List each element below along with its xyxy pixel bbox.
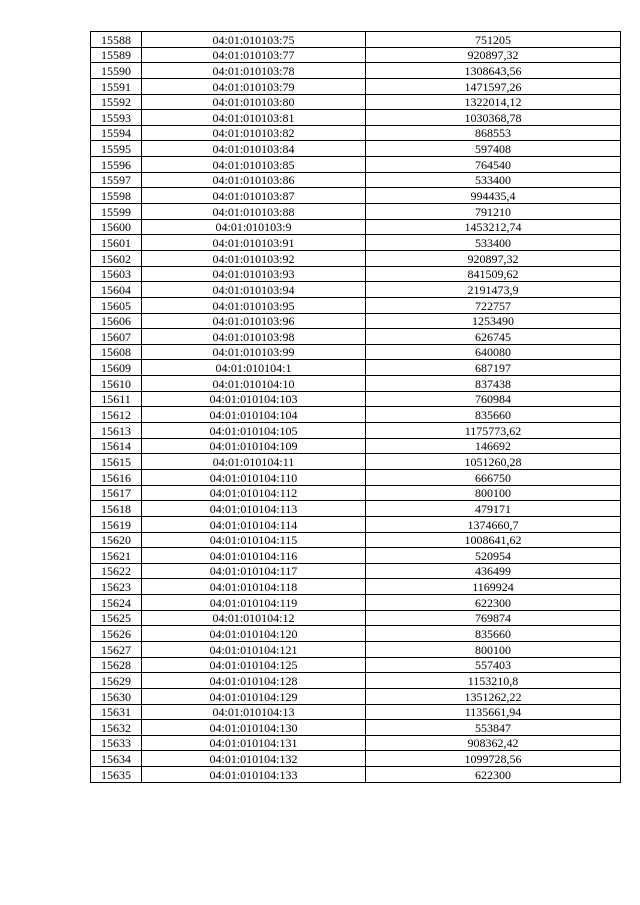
row-number-cell: 15588 [91,32,142,48]
row-number-cell: 15589 [91,47,142,63]
cadastral-number-cell: 04:01:010103:92 [142,250,366,266]
row-number-cell: 15610 [91,376,142,392]
table-row [91,423,621,439]
row-number-cell: 15631 [91,704,142,720]
row-number-cell: 15633 [91,735,142,751]
cadastral-number-cell: 04:01:010103:80 [142,94,366,110]
cadastral-number-cell: 04:01:010103:95 [142,297,366,313]
row-number-cell: 15611 [91,391,142,407]
table-row [91,391,621,407]
value-cell: 2191473,9 [366,282,621,298]
table-row [91,47,621,63]
value-cell: 835660 [366,407,621,423]
cadastral-number-cell: 04:01:010103:78 [142,63,366,79]
cadastral-number-cell: 04:01:010103:79 [142,78,366,94]
row-number-cell: 15615 [91,454,142,470]
table-row [91,735,621,751]
cadastral-number-cell: 04:01:010103:88 [142,204,366,220]
value-cell: 479171 [366,501,621,517]
row-number-cell: 15607 [91,329,142,345]
value-cell: 436499 [366,563,621,579]
value-cell: 920897,32 [366,47,621,63]
value-cell: 1253490 [366,313,621,329]
value-cell: 1135661,94 [366,704,621,720]
cadastral-number-cell: 04:01:010104:121 [142,641,366,657]
table-row [91,563,621,579]
table-row [91,282,621,298]
row-number-cell: 15599 [91,204,142,220]
value-cell: 597408 [366,141,621,157]
table-row [91,266,621,282]
row-number-cell: 15627 [91,641,142,657]
row-number-cell: 15632 [91,720,142,736]
cadastral-number-cell: 04:01:010103:93 [142,266,366,282]
row-number-cell: 15593 [91,110,142,126]
table-row [91,485,621,501]
cadastral-number-cell: 04:01:010104:104 [142,407,366,423]
value-cell: 1169924 [366,579,621,595]
table-row [91,469,621,485]
value-cell: 764540 [366,157,621,173]
table-row [91,548,621,564]
value-cell: 1153210,8 [366,673,621,689]
cadastral-number-cell: 04:01:010104:129 [142,688,366,704]
cadastral-number-cell: 04:01:010104:113 [142,501,366,517]
cadastral-number-cell: 04:01:010103:99 [142,344,366,360]
row-number-cell: 15613 [91,423,142,439]
row-number-cell: 15602 [91,250,142,266]
table-row [91,751,621,767]
table-row [91,626,621,642]
table-row [91,78,621,94]
table-row [91,532,621,548]
row-number-cell: 15625 [91,610,142,626]
cadastral-number-cell: 04:01:010103:94 [142,282,366,298]
cadastral-number-cell: 04:01:010104:117 [142,563,366,579]
row-number-cell: 15603 [91,266,142,282]
cadastral-number-cell: 04:01:010104:118 [142,579,366,595]
cadastral-number-cell: 04:01:010104:116 [142,548,366,564]
cadastral-number-cell: 04:01:010103:77 [142,47,366,63]
table-row [91,641,621,657]
cadastral-number-cell: 04:01:010103:75 [142,32,366,48]
row-number-cell: 15617 [91,485,142,501]
row-number-cell: 15629 [91,673,142,689]
value-cell: 622300 [366,595,621,611]
cadastral-number-cell: 04:01:010103:9 [142,219,366,235]
value-cell: 1453212,74 [366,219,621,235]
cadastral-number-cell: 04:01:010104:10 [142,376,366,392]
value-cell: 1308643,56 [366,63,621,79]
table-row [91,204,621,220]
table-row [91,595,621,611]
value-cell: 1322014,12 [366,94,621,110]
value-cell: 994435,4 [366,188,621,204]
table-row [91,110,621,126]
value-cell: 1471597,26 [366,78,621,94]
table-row [91,360,621,376]
table-row [91,94,621,110]
cadastral-number-cell: 04:01:010103:85 [142,157,366,173]
row-number-cell: 15598 [91,188,142,204]
table-row [91,344,621,360]
cadastral-number-cell: 04:01:010104:132 [142,751,366,767]
cadastral-number-cell: 04:01:010103:96 [142,313,366,329]
value-cell: 760984 [366,391,621,407]
value-cell: 920897,32 [366,250,621,266]
cadastral-number-cell: 04:01:010104:112 [142,485,366,501]
value-cell: 841509,62 [366,266,621,282]
table-body [91,32,621,783]
row-number-cell: 15608 [91,344,142,360]
cadastral-number-cell: 04:01:010104:119 [142,595,366,611]
table-row [91,407,621,423]
cadastral-number-cell: 04:01:010103:87 [142,188,366,204]
row-number-cell: 15626 [91,626,142,642]
value-cell: 1051260,28 [366,454,621,470]
row-number-cell: 15634 [91,751,142,767]
table-row [91,172,621,188]
value-cell: 722757 [366,297,621,313]
value-cell: 908362,42 [366,735,621,751]
value-cell: 640080 [366,344,621,360]
row-number-cell: 15614 [91,438,142,454]
cadastral-number-cell: 04:01:010104:130 [142,720,366,736]
row-number-cell: 15621 [91,548,142,564]
row-number-cell: 15623 [91,579,142,595]
table-row [91,219,621,235]
value-cell: 146692 [366,438,621,454]
cadastral-number-cell: 04:01:010104:105 [142,423,366,439]
table-row [91,32,621,48]
cadastral-number-cell: 04:01:010104:128 [142,673,366,689]
row-number-cell: 15592 [91,94,142,110]
row-number-cell: 15604 [91,282,142,298]
table-row [91,767,621,783]
row-number-cell: 15609 [91,360,142,376]
cadastral-number-cell: 04:01:010103:81 [142,110,366,126]
table-row [91,438,621,454]
table-row [91,704,621,720]
value-cell: 1008641,62 [366,532,621,548]
table-row [91,376,621,392]
value-cell: 533400 [366,235,621,251]
value-cell: 520954 [366,548,621,564]
cadastral-number-cell: 04:01:010104:110 [142,469,366,485]
value-cell: 1030368,78 [366,110,621,126]
table-row [91,329,621,345]
row-number-cell: 15600 [91,219,142,235]
cadastral-value-table [90,31,621,783]
value-cell: 687197 [366,360,621,376]
cadastral-number-cell: 04:01:010104:12 [142,610,366,626]
row-number-cell: 15624 [91,595,142,611]
value-cell: 791210 [366,204,621,220]
row-number-cell: 15618 [91,501,142,517]
row-number-cell: 15594 [91,125,142,141]
value-cell: 868553 [366,125,621,141]
row-number-cell: 15622 [91,563,142,579]
cadastral-number-cell: 04:01:010104:133 [142,767,366,783]
row-number-cell: 15591 [91,78,142,94]
value-cell: 837438 [366,376,621,392]
cadastral-number-cell: 04:01:010103:91 [142,235,366,251]
cadastral-number-cell: 04:01:010104:103 [142,391,366,407]
value-cell: 769874 [366,610,621,626]
value-cell: 533400 [366,172,621,188]
row-number-cell: 15606 [91,313,142,329]
value-cell: 666750 [366,469,621,485]
table-row [91,579,621,595]
cadastral-number-cell: 04:01:010103:86 [142,172,366,188]
table-row [91,610,621,626]
table-row [91,720,621,736]
value-cell: 800100 [366,641,621,657]
value-cell: 626745 [366,329,621,345]
value-cell: 1175773,62 [366,423,621,439]
table-row [91,63,621,79]
cadastral-number-cell: 04:01:010103:84 [142,141,366,157]
cadastral-number-cell: 04:01:010104:131 [142,735,366,751]
value-cell: 557403 [366,657,621,673]
row-number-cell: 15595 [91,141,142,157]
value-cell: 553847 [366,720,621,736]
table-row [91,454,621,470]
cadastral-number-cell: 04:01:010104:1 [142,360,366,376]
table-row [91,188,621,204]
table-row [91,501,621,517]
row-number-cell: 15596 [91,157,142,173]
row-number-cell: 15628 [91,657,142,673]
row-number-cell: 15612 [91,407,142,423]
table-row [91,313,621,329]
row-number-cell: 15630 [91,688,142,704]
table-row [91,673,621,689]
value-cell: 1099728,56 [366,751,621,767]
table-row [91,157,621,173]
cadastral-number-cell: 04:01:010104:115 [142,532,366,548]
cadastral-number-cell: 04:01:010104:109 [142,438,366,454]
cadastral-number-cell: 04:01:010104:114 [142,516,366,532]
value-cell: 1374660,7 [366,516,621,532]
table-row [91,516,621,532]
row-number-cell: 15601 [91,235,142,251]
table-row [91,125,621,141]
cadastral-number-cell: 04:01:010103:82 [142,125,366,141]
value-cell: 1351262,22 [366,688,621,704]
row-number-cell: 15620 [91,532,142,548]
cadastral-number-cell: 04:01:010104:125 [142,657,366,673]
cadastral-number-cell: 04:01:010104:120 [142,626,366,642]
row-number-cell: 15605 [91,297,142,313]
row-number-cell: 15590 [91,63,142,79]
row-number-cell: 15616 [91,469,142,485]
value-cell: 622300 [366,767,621,783]
cadastral-number-cell: 04:01:010104:11 [142,454,366,470]
table-row [91,235,621,251]
table-row [91,141,621,157]
row-number-cell: 15635 [91,767,142,783]
table-row [91,250,621,266]
cadastral-number-cell: 04:01:010104:13 [142,704,366,720]
value-cell: 751205 [366,32,621,48]
row-number-cell: 15619 [91,516,142,532]
table-row [91,657,621,673]
table-row [91,688,621,704]
value-cell: 800100 [366,485,621,501]
cadastral-number-cell: 04:01:010103:98 [142,329,366,345]
row-number-cell: 15597 [91,172,142,188]
table-row [91,297,621,313]
value-cell: 835660 [366,626,621,642]
